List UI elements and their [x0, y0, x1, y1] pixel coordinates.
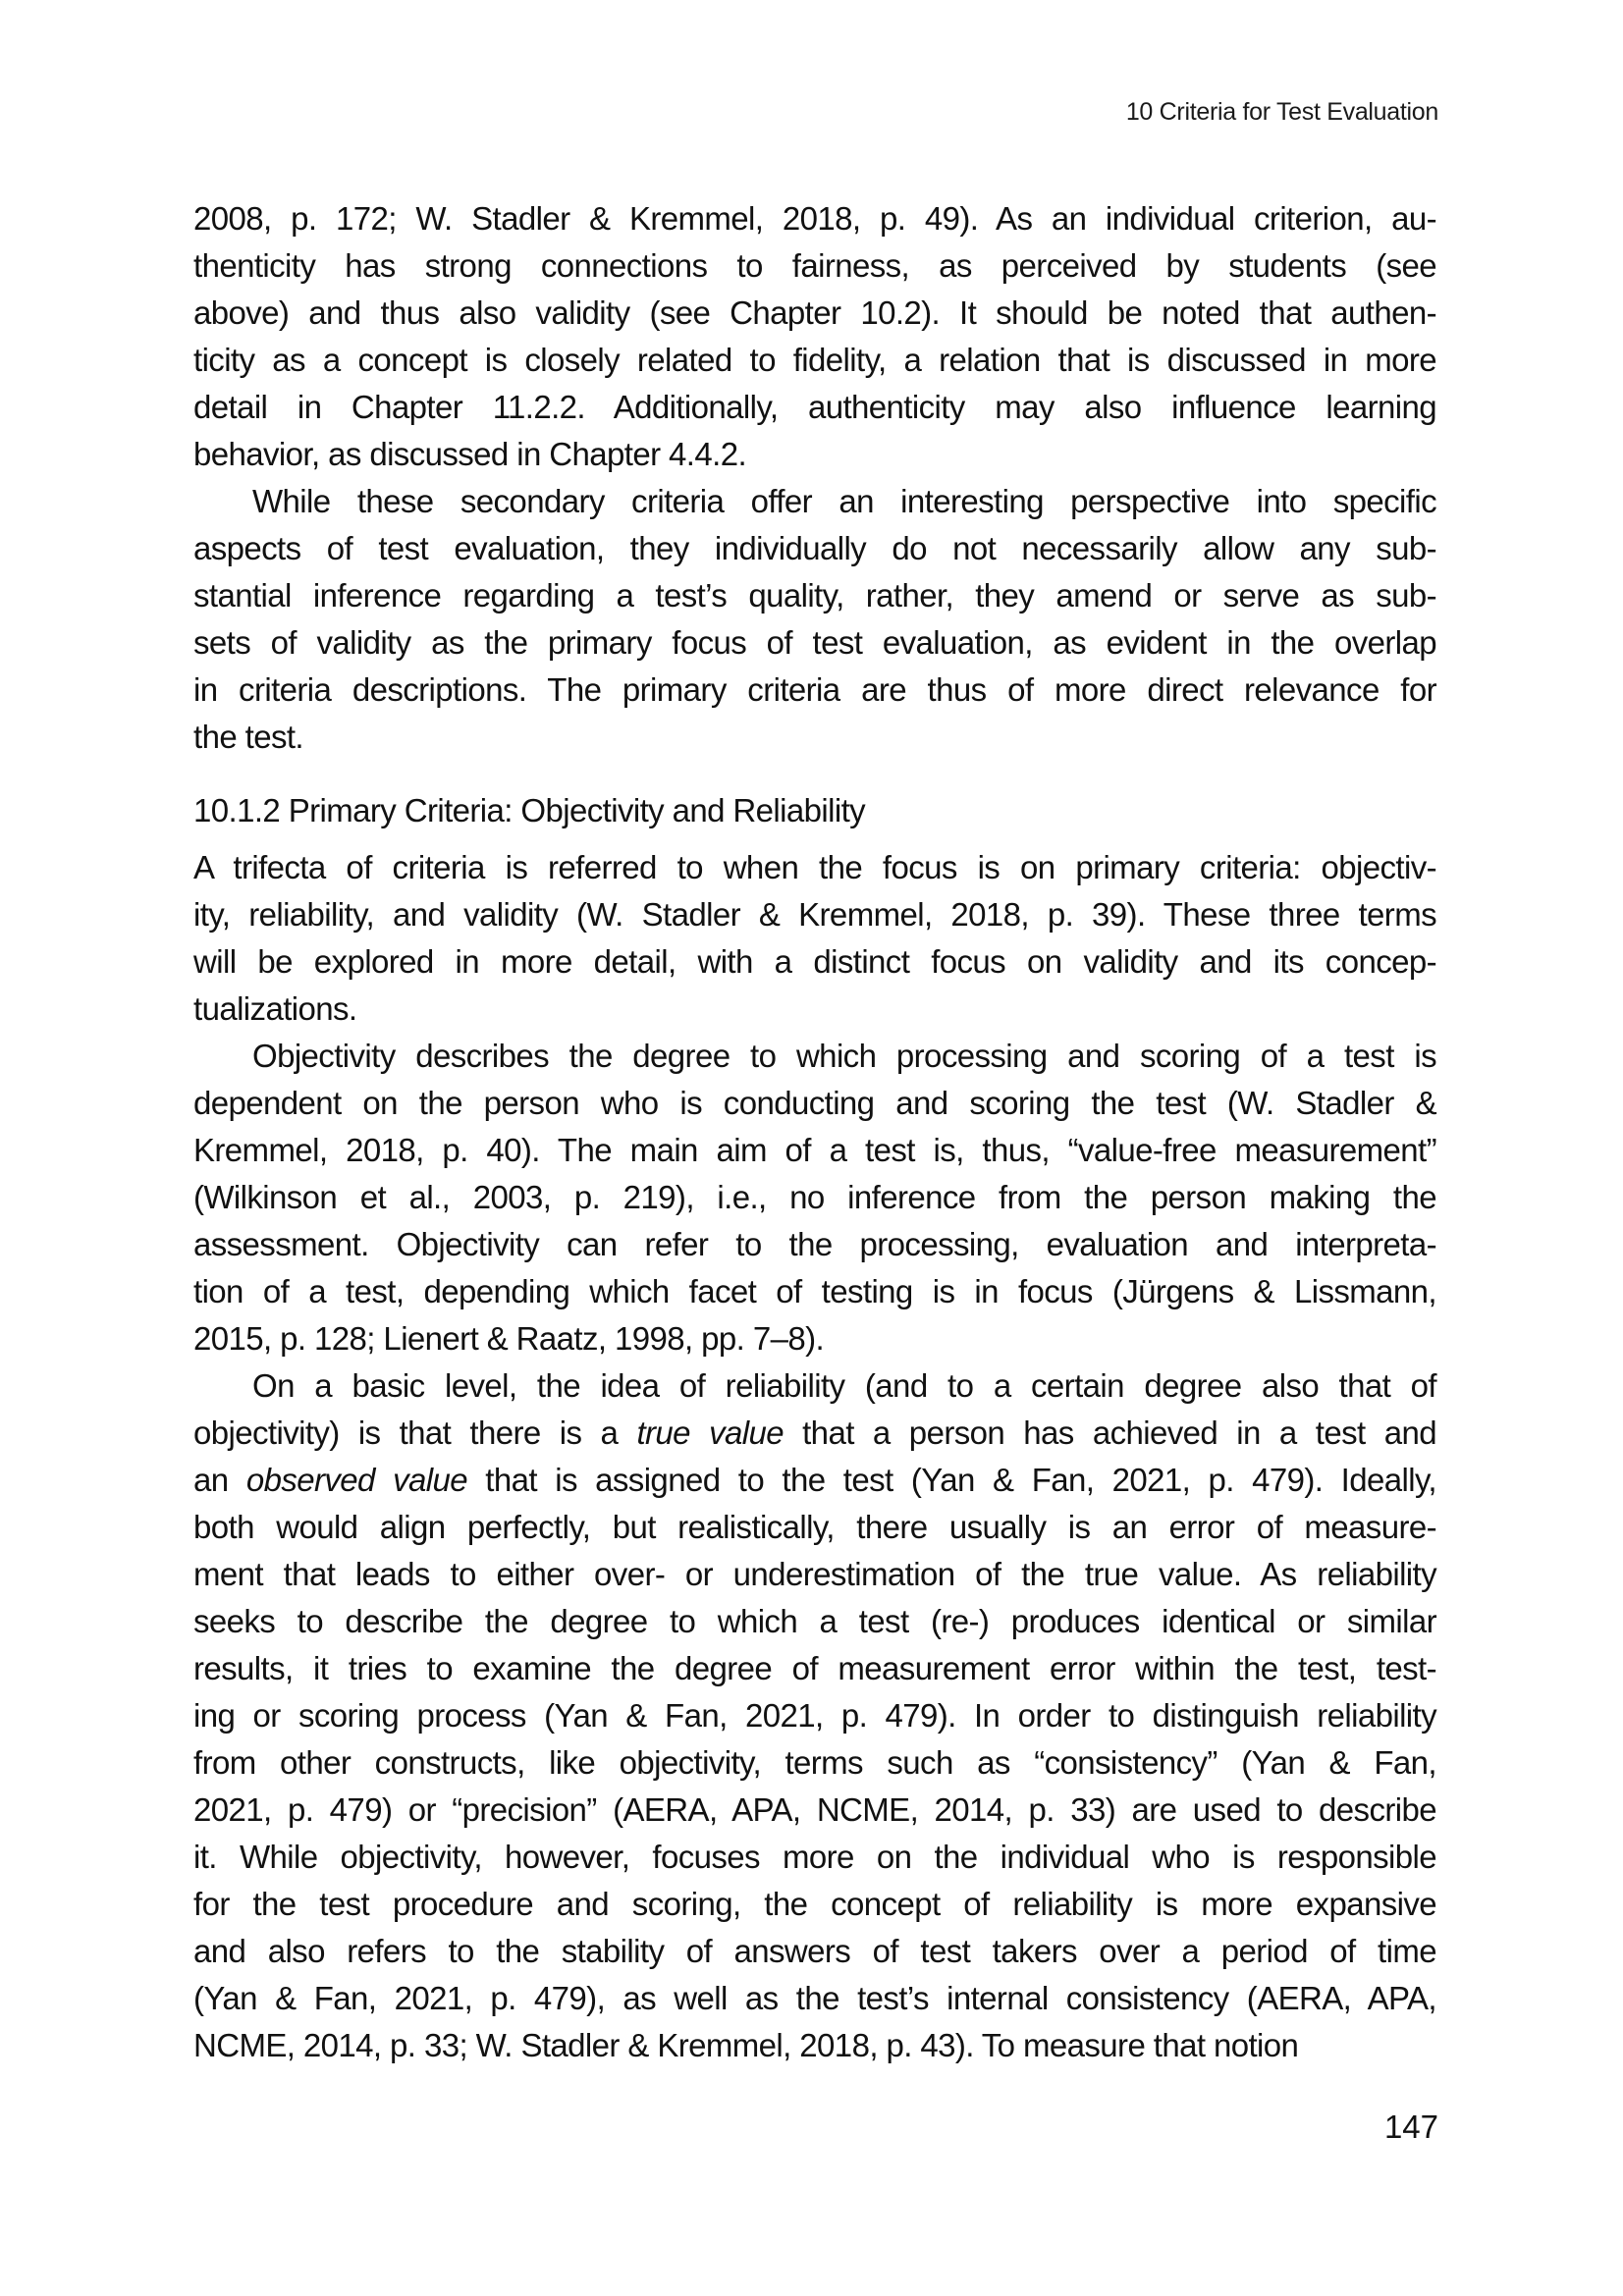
text-line: thenticity has strong connections to fairness, as perceived by students (see	[193, 247, 1436, 284]
body-text-section	[193, 770, 1436, 2069]
running-header: 10 Criteria for Test Evaluation	[1125, 98, 1438, 126]
text-line: in criteria descriptions. The primary criteria are thus of more direct relevance for	[193, 671, 1436, 708]
emphasized-term: true value	[636, 1415, 784, 1451]
text-line: assessment. Objectivity can refer to the processing, evaluation and interpreta-	[193, 1226, 1436, 1262]
text-line: While these secondary criteria offer an interesting perspective into specific	[252, 483, 1436, 519]
text-line: tualizations.	[193, 990, 357, 1027]
text-line: ing or scoring process (Yan & Fan, 2021, p. 479). In order to distinguish reliability	[193, 1697, 1436, 1734]
text-line: A trifecta of criteria is referred to when the focus is on primary criteria: objectiv-	[193, 849, 1436, 885]
text-line: the test.	[193, 719, 304, 755]
text-line: ment that leads to either over- or underestimation of the true value. As reliability	[193, 1556, 1436, 1592]
text-line: 2015, p. 128; Lienert & Raatz, 1998, pp. 7–8).	[193, 1320, 825, 1357]
text-line: On a basic level, the idea of reliability (and to a certain degree also that of	[252, 1367, 1436, 1404]
text-line: seeks to describe the degree to which a test (re-) produces identical or similar	[193, 1603, 1436, 1639]
paragraph-p2	[193, 478, 1436, 761]
text-line: dependent on the person who is conducting and scoring the test (W. Stadler &	[193, 1085, 1436, 1121]
text-line: above) and thus also validity (see Chapter 10.2). It should be noted that authen-	[193, 294, 1436, 331]
text-line: and also refers to the stability of answers of test takers over a period of time	[193, 1933, 1436, 1969]
text-line: will be explored in more detail, with a distinct focus on validity and its concep-	[193, 943, 1436, 980]
text-line: ticity as a concept is closely related to fidelity, a relation that is discussed in more	[193, 342, 1436, 378]
text-line: sets of validity as the primary focus of test evaluation, as evident in the overlap	[193, 624, 1436, 661]
paragraph-p5	[193, 1362, 1436, 2069]
text-line: aspects of test evaluation, they individually do not necessarily allow any sub-	[193, 530, 1436, 566]
paragraph-p1	[193, 195, 1436, 478]
text-line: NCME, 2014, p. 33; W. Stadler & Kremmel, 2018, p. 43). To measure that notion	[193, 2027, 1299, 2063]
body-text-top	[193, 195, 1436, 761]
text-line: stantial inference regarding a test’s quality, rather, they amend or serve as sub-	[193, 577, 1436, 614]
text-line: 2021, p. 479) or “precision” (AERA, APA, NCME, 2014, p. 33) are used to describe	[193, 1791, 1436, 1828]
text-line: for the test procedure and scoring, the concept of reliability is more expansive	[193, 1886, 1436, 1922]
text-line: Kremmel, 2018, p. 40). The main aim of a test is, thus, “value-free measurement”	[193, 1132, 1436, 1168]
paragraph-p4	[193, 1033, 1436, 1362]
text-line: an observed value that is assigned to the test (Yan & Fan, 2021, p. 479). Ideally,	[193, 1462, 1436, 1498]
section-heading: 10.1.2 Primary Criteria: Objectivity and Reliability	[193, 792, 866, 828]
text-line: detail in Chapter 11.2.2. Additionally, authenticity may also influence learning	[193, 389, 1436, 425]
text-line: objectivity) is that there is a true value that a person has achieved in a test and	[193, 1415, 1436, 1451]
text-line: tion of a test, depending which facet of testing is in focus (Jürgens & Lissmann,	[193, 1273, 1436, 1309]
text-line: both would align perfectly, but realistically, there usually is an error of measure-	[193, 1509, 1436, 1545]
paragraph-p3	[193, 844, 1436, 1033]
text-line: (Yan & Fan, 2021, p. 479), as well as the test’s internal consistency (AERA, APA,	[193, 1980, 1436, 2016]
emphasized-term: observed value	[245, 1462, 467, 1498]
text-line: behavior, as discussed in Chapter 4.4.2.	[193, 436, 747, 472]
text-line: it. While objectivity, however, focuses more on the individual who is responsible	[193, 1839, 1436, 1875]
page-number: 147	[1383, 2109, 1438, 2145]
text-line: 2008, p. 172; W. Stadler & Kremmel, 2018, p. 49). As an individual criterion, au-	[193, 200, 1436, 237]
text-line: (Wilkinson et al., 2003, p. 219), i.e., no inference from the person making the	[193, 1179, 1436, 1215]
text-line: results, it tries to examine the degree of measurement error within the test, test-	[193, 1650, 1436, 1686]
text-line: from other constructs, like objectivity, terms such as “consistency” (Yan & Fan,	[193, 1744, 1436, 1781]
text-line: ity, reliability, and validity (W. Stadler & Kremmel, 2018, p. 39). These three terms	[193, 896, 1436, 933]
text-line: Objectivity describes the degree to which processing and scoring of a test is	[252, 1038, 1436, 1074]
